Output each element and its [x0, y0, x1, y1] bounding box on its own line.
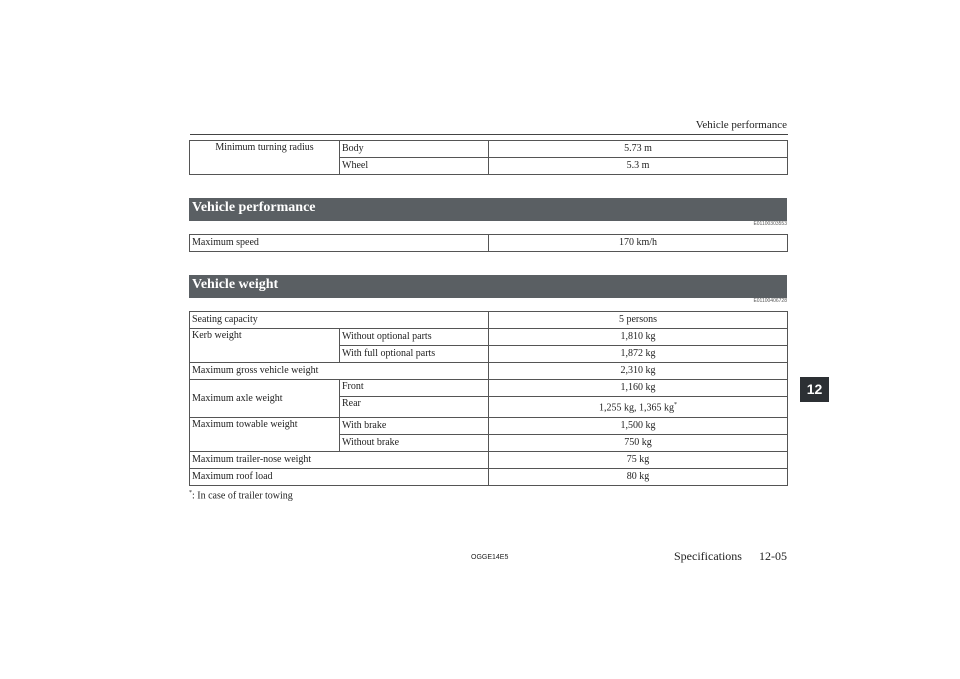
axle-front-value: 1,160 kg — [489, 380, 788, 397]
footnote-asterisk: * — [189, 490, 192, 496]
footer-section-name: Specifications — [674, 549, 742, 563]
kerb-weight-label: Kerb weight — [190, 329, 340, 363]
section-title-weight: Vehicle weight — [189, 275, 787, 298]
axle-rear-value: 1,255 kg, 1,365 kg — [599, 402, 674, 414]
table-row — [190, 452, 788, 469]
kerb-without-label: Without optional parts — [340, 329, 489, 346]
max-speed-label: Maximum speed — [190, 235, 489, 252]
trailer-nose-value: 75 kg — [489, 452, 788, 469]
table-row — [190, 235, 788, 252]
turning-body-label: Body — [340, 141, 489, 158]
table-row — [190, 380, 788, 397]
document-code: OGGE14E5 — [471, 554, 509, 561]
seating-value: 5 persons — [489, 312, 788, 329]
axle-front-label: Front — [340, 380, 489, 397]
turning-wheel-label: Wheel — [340, 158, 489, 175]
seating-label: Seating capacity — [190, 312, 489, 329]
roof-load-value: 80 kg — [489, 469, 788, 486]
section-code-weight: E01100406728 — [753, 298, 787, 304]
table-row — [190, 312, 788, 329]
axle-rear-cell — [489, 397, 788, 418]
turning-radius-label: Minimum turning radius — [190, 141, 340, 175]
kerb-with-label: With full optional parts — [340, 346, 489, 363]
gross-weight-label: Maximum gross vehicle weight — [190, 363, 489, 380]
footnote-text: : In case of trailer towing — [192, 490, 293, 502]
roof-load-label: Maximum roof load — [190, 469, 489, 486]
max-speed-value: 170 km/h — [489, 235, 788, 252]
towable-weight-label: Maximum towable weight — [190, 418, 340, 452]
running-header-title: Vehicle performance — [695, 119, 787, 131]
kerb-with-value: 1,872 kg — [489, 346, 788, 363]
table-row — [190, 141, 788, 158]
tow-with-brake-value: 1,500 kg — [489, 418, 788, 435]
turning-wheel-value: 5.3 m — [489, 158, 788, 175]
table-row — [190, 469, 788, 486]
tow-without-brake-value: 750 kg — [489, 435, 788, 452]
section-title-performance: Vehicle performance — [189, 198, 787, 221]
weight-table — [189, 311, 788, 486]
header-rule — [190, 134, 788, 135]
table-row — [190, 363, 788, 380]
trailer-nose-label: Maximum trailer-nose weight — [190, 452, 489, 469]
page-number: 12-05 — [759, 549, 787, 563]
turning-body-value: 5.73 m — [489, 141, 788, 158]
turning-radius-table — [189, 140, 788, 175]
footnote — [189, 490, 293, 501]
chapter-tab: 12 — [800, 377, 829, 402]
axle-rear-label: Rear — [340, 397, 489, 418]
kerb-without-value: 1,810 kg — [489, 329, 788, 346]
tow-with-brake-label: With brake — [340, 418, 489, 435]
footnote-mark: * — [674, 402, 677, 409]
section-code-performance: E01100303553 — [753, 221, 787, 227]
performance-table — [189, 234, 788, 252]
table-row — [190, 418, 788, 435]
tow-without-brake-label: Without brake — [340, 435, 489, 452]
gross-weight-value: 2,310 kg — [489, 363, 788, 380]
table-row — [190, 329, 788, 346]
axle-weight-label: Maximum axle weight — [190, 380, 340, 418]
